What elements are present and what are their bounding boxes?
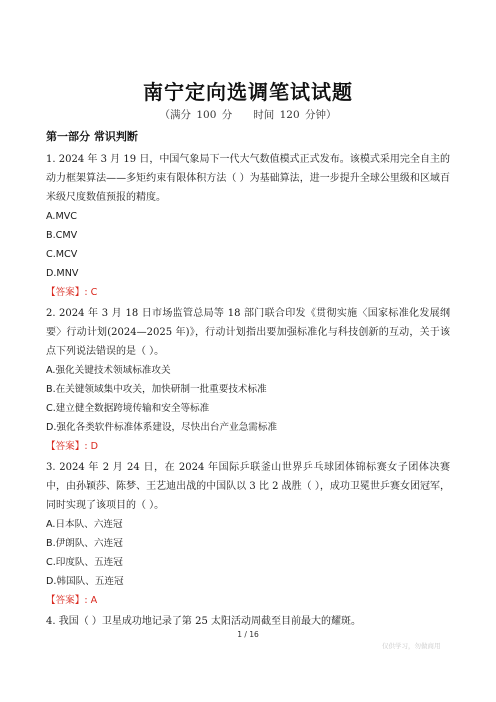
option-d: D.韩国队、五连冠 [46, 576, 124, 587]
question-text: 4. 我国（ ）卫星成功地记录了第 25 太阳活动周截至目前最大的耀斑。 [46, 616, 361, 627]
question-text: 2. 2024 年 3 月 18 日市场监管总局等 18 部门联合印发《贯彻实施〈国家标准化发展纲要〉行动计划(2024—2025 年)》，行动计划指出要加强标准化与科技创新的互动，关于该点下列说法错误的是（ ）。 [46, 308, 450, 357]
question-block [46, 304, 450, 456]
question-list [46, 150, 450, 631]
option-a: A.强化关键技术领域标准攻关 [46, 365, 171, 376]
question-block [46, 612, 450, 631]
option-a: A.日本队、六连冠 [46, 519, 123, 530]
option-b: B.伊朗队、六连冠 [46, 538, 123, 549]
option-c: C.建立健全数据跨境传输和安全等标准 [46, 403, 210, 414]
option-a: A.MVC [46, 211, 77, 222]
section-heading: 第一部分 常识判断 [46, 130, 138, 143]
option-d: D.MNV [46, 268, 79, 279]
page-indicator: 1 / 16 [237, 630, 259, 639]
watermark: 仅供学习，勿做商用 [382, 642, 441, 650]
option-c: C.印度队、五连冠 [46, 557, 123, 568]
page-title: 南宁定向选调笔试试题 [143, 80, 353, 104]
answer-label: 【答案】: C [46, 287, 98, 298]
question-text: 1. 2024 年 3 月 19 日，中国气象局下一代大气数值模式正式发布。该模式采用完全自主的动力框架算法——多矩约束有限体积方法（ ）为基础算法，进一步提升全球公里级和区域百米级尺度数值预报的精度。 [46, 154, 450, 203]
option-b: B.在关键领域集中攻关，加快研制一批重要技术标准 [46, 384, 267, 395]
answer-label: 【答案】: D [46, 441, 99, 452]
option-d: D.强化各类软件标准体系建设，尽快出台产业急需标准 [46, 422, 278, 433]
question-text: 3. 2024 年 2 月 24 日，在 2024 年国际乒联釜山世界乒乓球团体锦标赛女子团体决赛中，由孙颖莎、陈梦、王艺迪出战的中国队以 3 比 2 战胜（ ），成功卫冕世乒赛女团冠军，同时实现了该项目的（ ）。 [46, 462, 450, 511]
answer-label: 【答案】: A [46, 595, 98, 606]
question-block [46, 458, 450, 610]
exam-info: （满分 100 分 时间 120 分钟） [159, 109, 337, 121]
question-block [46, 150, 450, 302]
option-b: B.CMV [46, 230, 78, 241]
option-c: C.MCV [46, 249, 78, 260]
